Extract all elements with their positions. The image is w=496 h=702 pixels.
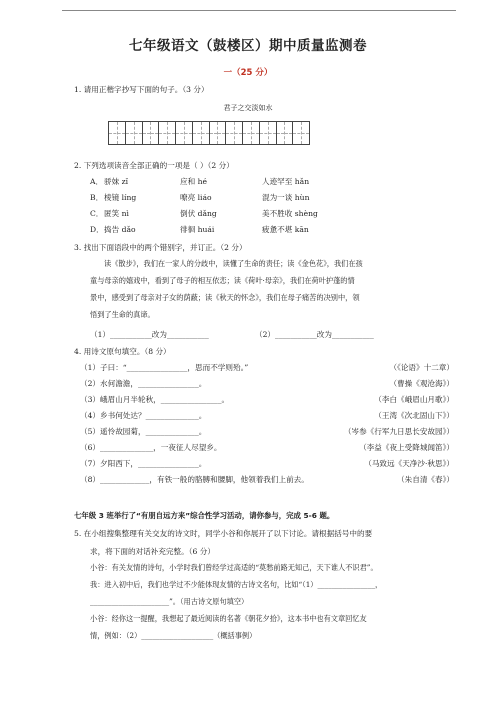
source-8: （朱自清《春》） (397, 475, 454, 484)
fill-blank-3[interactable]: （3）峨眉山月半轮秋，________________。 (80, 395, 230, 404)
question-2: 2. 下列选项读音全部正确的一项是（ ）（2 分） (74, 161, 234, 170)
fill-blank-6[interactable]: （6）______________，一夜征人尽望乡。 (80, 443, 222, 452)
passage-line: 景中，感受到了母亲对子女的荫蔽；读《秋天的怀念》，我们在母子痛苦的决别中，领 (90, 293, 360, 302)
option-a-1: 骄妹 zǐ (104, 177, 129, 186)
fill-blank-2[interactable]: （2）水何澹澹，________________。 (80, 379, 207, 388)
page-title: 七年级语文（鼓楼区）期中质量监测卷 (129, 38, 367, 54)
writing-grid[interactable] (108, 121, 310, 145)
source-3: （李白《峨眉山月歌》） (374, 395, 454, 404)
option-a-2: 应和 hé (180, 177, 207, 186)
fill-blank-8[interactable]: （8）_____________，有铁一般的胳膊和腰脚，他领着我们上前去。 (80, 475, 309, 484)
question-5-cont: 求，将下面的对话补充完整。（6 分） (90, 547, 215, 556)
option-d-2: 徘徊 huái (180, 225, 215, 234)
option-d-3: 疲惫不堪 kān (262, 225, 309, 234)
fill-blank-4[interactable]: （4）乡书何处达？______________。 (80, 411, 207, 420)
dialog-line[interactable]: 情，例如：（2）____________________（概括事例） (90, 631, 257, 640)
option-a-label: A． (90, 177, 104, 186)
question-3: 3. 找出下面语段中的两个错别字，并订正。（2 分） (74, 243, 247, 252)
option-c-1: 匿笑 nì (104, 209, 129, 218)
source-1: （《论语》十二章） (389, 363, 454, 372)
passage-line: 童与母亲的嬉戏中，看到了母子的相互依恋；读《荷叶·母亲》，我们在荷叶护蓬的情 (90, 276, 355, 285)
fill-blank-1[interactable]: （1）子曰：“________________，思而不学则殆。” (80, 363, 249, 372)
correction-blank-2[interactable]: （2）___________改为___________ (255, 330, 374, 339)
question-5: 5. 在小组搜集整理有关交友的诗文时，同学小谷和你展开了以下讨论。请根据括号中的要 (74, 529, 373, 538)
dialog-line: 小谷：有关友情的诗句，小学时我们曾经学过高适的“莫愁前路无知己，天下谁人不识君”。 (90, 563, 378, 572)
activity-notice: 七年级 3 班举行了“有朋自远方来”综合性学习活动，请你参与，完成 5-6 题。 (74, 511, 335, 520)
passage-line: 读《散步》，我们在一家人的分歧中，读懂了生命的责任；读《金色花》，我们在孩 (104, 259, 363, 268)
source-4: （王湾《次北固山下》） (374, 411, 454, 420)
source-6: （李益《夜上受降城闻笛》） (359, 443, 454, 452)
fill-blank-5[interactable]: （5）遥怜故园菊，______________。 (80, 427, 207, 436)
option-d-1: 捣告 dǎo (104, 225, 136, 234)
header-rule (62, 10, 456, 11)
option-d-label: D． (90, 225, 104, 234)
question-4: 4. 用诗文原句填空。（8 分） (74, 347, 171, 356)
fill-blank-7[interactable]: （7）夕阳西下，________________。 (80, 459, 207, 468)
correction-blank-1[interactable]: （1）___________改为___________ (90, 330, 209, 339)
option-b-label: B． (90, 193, 104, 202)
dialog-line: 小谷：经你这一提醒，我想起了最近阅读的名著《朝花夕拾》，这本书中也有文章回忆友 (90, 614, 367, 623)
option-c-3: 美不胜收 shèng (262, 209, 318, 218)
dialog-line[interactable]: ______________________”。（用古诗文原句填空） (90, 597, 249, 606)
source-2: （曹操《观沧海》） (389, 379, 454, 388)
passage-line: 悟到了生命的真谛。 (90, 310, 155, 319)
option-c-2: 倒伏 dǎng (180, 209, 217, 218)
option-c-label: C． (90, 209, 104, 218)
option-b-1: 棱镜 líng (104, 193, 137, 202)
question-1: 1. 请用正楷字抄写下面的句子。（3 分） (74, 85, 209, 94)
dialog-line[interactable]: 我：进入初中后，我们也学过不少能体现友情的古诗文名句，比如“（1）________________， (90, 580, 383, 589)
section-heading: 一（25 分） (223, 68, 273, 78)
option-b-2: 嘹亮 liáo (180, 193, 212, 202)
source-5: （岑参《行军九日思长安故园》） (343, 427, 454, 436)
copy-sentence: 君子之交淡如水 (223, 104, 273, 112)
source-7: （马致远《天净沙·秋思》） (364, 459, 454, 468)
option-b-3: 混为一谈 hùn (262, 193, 310, 202)
option-a-3: 人迹罕至 hǎn (262, 177, 310, 186)
